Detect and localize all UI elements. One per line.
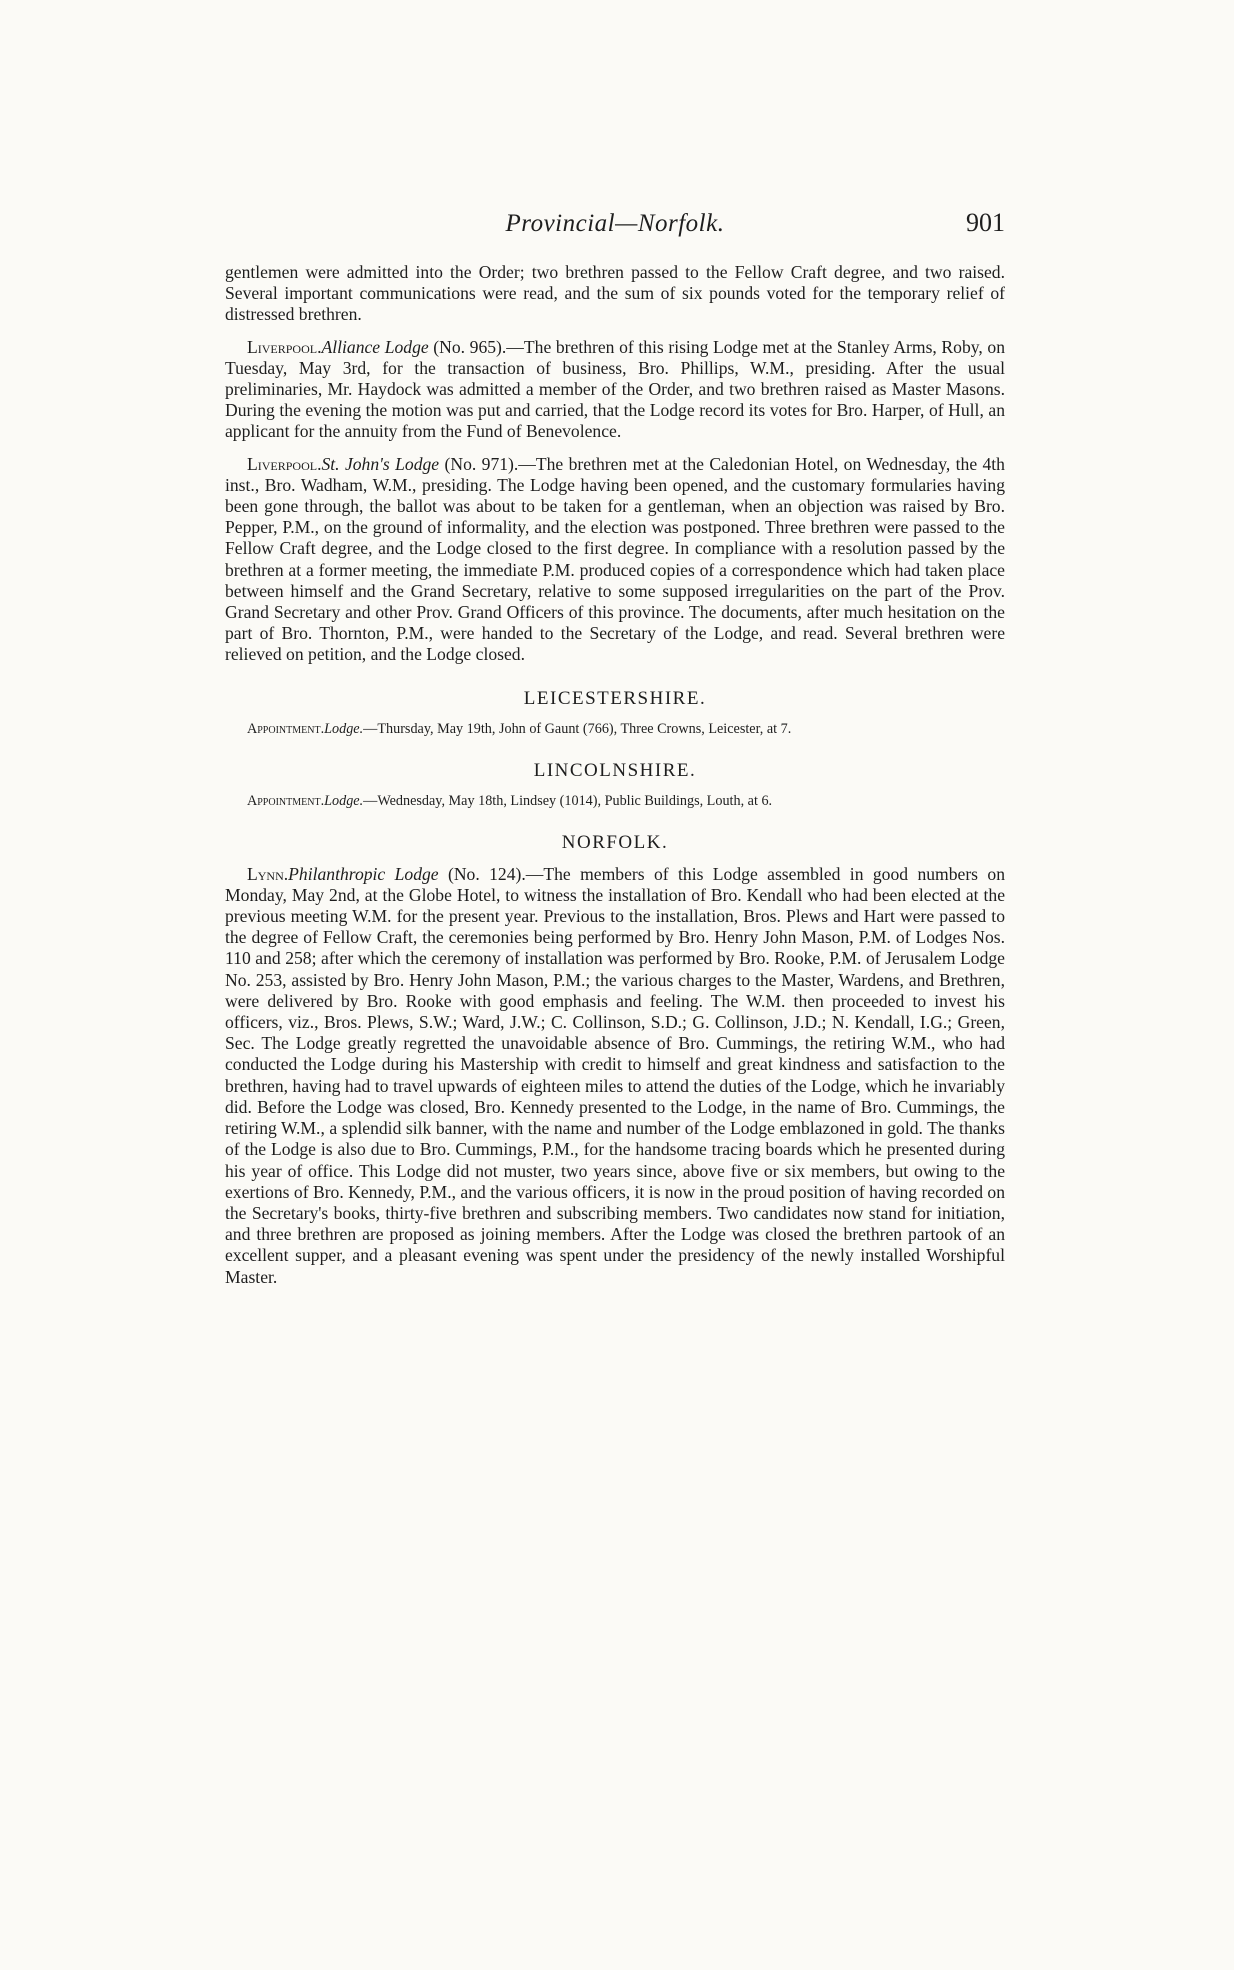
- appointment-lodge: Lodge.: [324, 792, 364, 809]
- appointment-lodge: Lodge.: [324, 720, 364, 737]
- place-name: Liverpool.: [247, 336, 322, 357]
- paragraph-continuation: gentlemen were admitted into the Order; two brethren passed to the Fellow Craft degree, and two raised. Several important communications were read, and the sum of six pounds voted for the temporary relief of distressed brethren.: [225, 262, 1005, 325]
- paragraph-text: (No. 971).—The brethren met at the Caledonian Hotel, on Wednesday, the 4th inst., Bro. Wadham, W.M., presiding. The Lodge having been opened, and the customary formularies having been gone through, the ballot was about to be taken for a gentleman, when an objection was raised by Bro. Pepper, P.M., on the ground of informality, and the election was postponed. Three brethren were passed to the Fellow Craft degree, and the Lodge closed to the first degree. In compliance with a resolution passed by the brethren at a former meeting, the immediate P.M. produced copies of a correspondence which had taken place between himself and the Grand Secretary, relative to some supposed irregularities on the part of the Prov. Grand Secretary and other Prov. Grand Officers of this province. The documents, after much hesitation on the part of Bro. Thornton, P.M., were handed to the Secretary of the Lodge, and read. Several brethren were relieved on petition, and the Lodge closed.: [225, 453, 1005, 665]
- appointment-label: Appointment.: [247, 720, 325, 737]
- lodge-name: Philanthropic Lodge: [288, 863, 439, 884]
- appointment-text: —Wednesday, May 18th, Lindsey (1014), Public Buildings, Louth, at 6.: [363, 792, 773, 809]
- section-heading-norfolk: NORFOLK.: [561, 831, 669, 853]
- appointment-text: —Thursday, May 19th, John of Gaunt (766), Three Crowns, Leicester, at 7.: [363, 720, 792, 737]
- paragraph-st-johns-lodge: [225, 454, 1005, 666]
- paragraph-text: (No. 124).—The members of this Lodge assembled in good numbers on Monday, May 2nd, at the Globe Hotel, to witness the installation of Bro. Kendall who had been elected at the previous meeting W.M. for the present year. Previous to the installation, Bros. Plews and Hart were passed to the degree of Fellow Craft, the ceremonies being performed by Bro. Henry John Mason, P.M. of Lodges Nos. 110 and 258; after which the ceremony of installation was performed by Bro. Rooke, P.M. of Jerusalem Lodge No. 253, assisted by Bro. Henry John Mason, P.M.; the various charges to the Master, Wardens, and Brethren, were delivered by Bro. Rooke with good emphasis and feeling. The W.M. then proceeded to invest his officers, viz., Bros. Plews, S.W.; Ward, J.W.; C. Collinson, S.D.; G. Collinson, J.D.; N. Kendall, I.G.; Green, Sec. The Lodge greatly regretted the unavoidable absence of Bro. Cummings, the retiring W.M., who had conducted the Lodge during his Mastership with credit to himself and great kindness and satisfaction to the brethren, having had to travel upwards of eighteen miles to attend the duties of the Lodge, which he invariably did. Before the Lodge was closed, Bro. Kennedy presented to the Lodge, in the name of Bro. Cummings, the retiring W.M., a splendid silk banner, with the name and number of the Lodge emblazoned in gold. The thanks of the Lodge is also due to Bro. Cummings, P.M., for the handsome tracing boards which he presented during his year of office. This Lodge did not muster, two years since, above five or six members, but owing to the exertions of Bro. Kennedy, P.M., and the various officers, it is now in the proud position of having recorded on the Secretary's books, thirty-five brethren and subscribing members. Two candidates now stand for initiation, and three brethren are proposed as joining members. After the Lodge was closed the brethren partook of an excellent supper, and a pleasant evening was spent under the presidency of the newly installed Worshipful Master.: [225, 863, 1006, 1287]
- page-number: 901: [966, 208, 1005, 237]
- appointment-lincolnshire: [225, 792, 1005, 810]
- article-body: [225, 262, 1005, 1288]
- section-heading-lincolnshire: LINCOLNSHIRE.: [533, 759, 697, 781]
- lodge-name: Alliance Lodge: [321, 336, 429, 357]
- appointment-leicestershire: [225, 720, 1005, 738]
- lodge-name: St. John's Lodge: [321, 453, 440, 474]
- place-name: Lynn.: [247, 863, 289, 884]
- appointment-label: Appointment.: [247, 792, 325, 809]
- running-head: [225, 210, 1005, 250]
- section-heading-leicestershire: LEICESTERSHIRE.: [523, 687, 707, 709]
- paragraph-alliance-lodge: [225, 337, 1005, 443]
- place-name: Liverpool.: [247, 453, 322, 474]
- paragraph-text: (No. 965).—The brethren of this rising Lodge met at the Stanley Arms, Roby, on Tuesday, May 3rd, for the transaction of business, Bro. Phillips, W.M., presiding. After the usual preliminaries, Mr. Haydock was admitted a member of the Order, and two brethren raised as Master Masons. During the evening the motion was put and carried, that the Lodge record its votes for Bro. Harper, of Hull, an applicant for the annuity from the Fund of Benevolence.: [225, 336, 1005, 442]
- paragraph-philanthropic-lodge: [225, 864, 1005, 1288]
- running-title: Provincial—Norfolk.: [505, 210, 725, 237]
